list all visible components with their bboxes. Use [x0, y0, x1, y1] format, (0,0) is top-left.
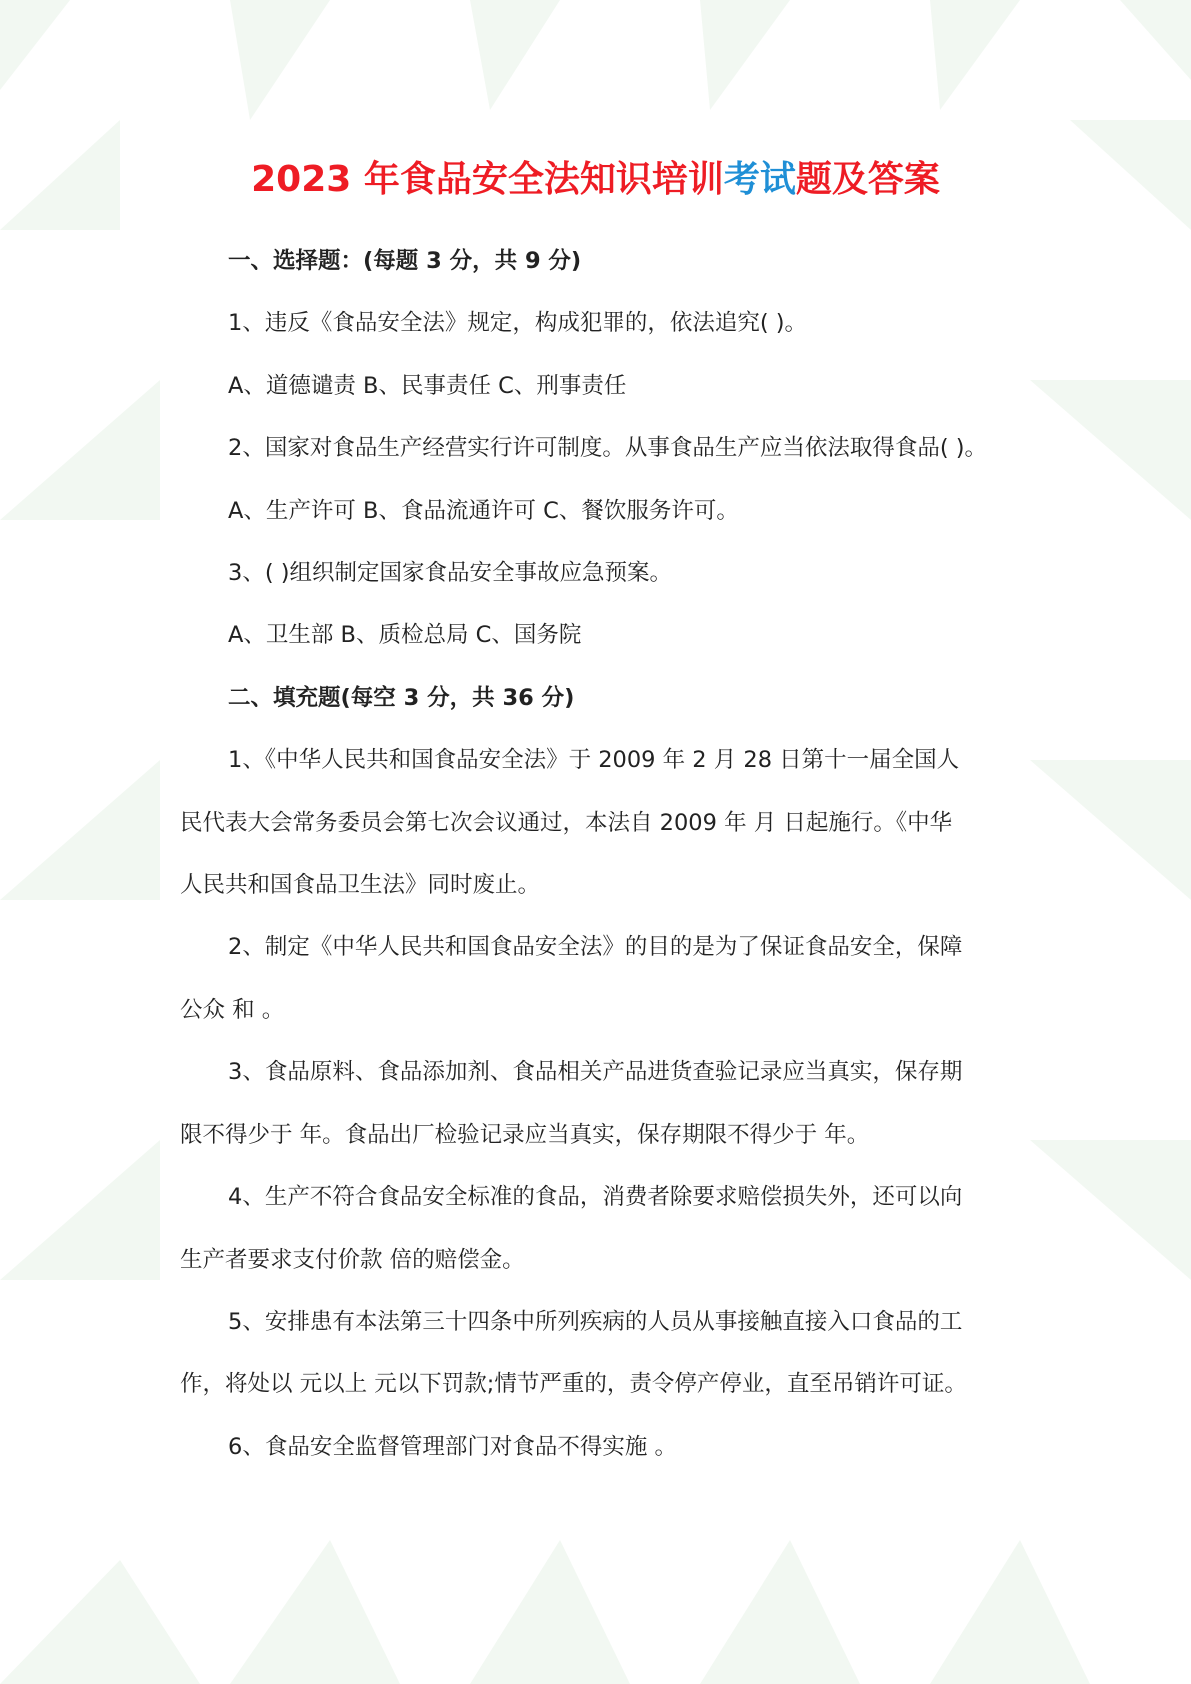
title-accent: 考试	[723, 159, 796, 200]
text-line: 3、食品原料、食品添加剂、食品相关产品进货查验记录应当真实，保存期	[228, 1059, 963, 1086]
text-line: 1、《中华人民共和国食品安全法》于 2009 年 2 月 28 日第十一届全国人	[228, 747, 960, 774]
text-line: 民代表大会常务委员会第七次会议通过，本法自 2009 年 月 日起施行。《中华	[180, 809, 953, 836]
text-line: A、卫生部 B、质检总局 C、国务院	[228, 622, 582, 649]
title-main: 2023 年食品安全法知识培训	[251, 159, 724, 200]
section-heading: 二、填充题(每空 3 分，共 36 分)	[228, 684, 575, 711]
text-line: 3、( )组织制定国家食品安全事故应急预案。	[228, 560, 673, 587]
text-line: 生产者要求支付价款 倍的赔偿金。	[180, 1246, 525, 1273]
text-line: 公众 和 。	[180, 996, 285, 1023]
text-line: 5、安排患有本法第三十四条中所列疾病的人员从事接触直接入口食品的工	[228, 1308, 963, 1335]
text-line: 2、制定《中华人民共和国食品安全法》的目的是为了保证食品安全，保障	[228, 934, 963, 961]
section-heading: 一、选择题：(每题 3 分，共 9 分)	[228, 248, 582, 274]
text-line: 限不得少于 年。食品出厂检验记录应当真实，保存期限不得少于 年。	[180, 1121, 870, 1148]
text-line: 作，将处以 元以上 元以下罚款;情节严重的，责令停产停业，直至吊销许可证。	[180, 1371, 967, 1398]
text-line: A、生产许可 B、食品流通许可 C、餐饮服务许可。	[228, 497, 739, 524]
text-line: 6、食品安全监督管理部门对食品不得实施 。	[228, 1433, 677, 1460]
title-end: 题及答案	[795, 159, 940, 200]
text-line: 4、生产不符合食品安全标准的食品，消费者除要求赔偿损失外，还可以向	[228, 1184, 963, 1211]
document-title	[0, 160, 1191, 200]
document-body	[180, 230, 1012, 1478]
text-line: 1、违反《食品安全法》规定，构成犯罪的，依法追究( )。	[228, 310, 808, 337]
text-line: 2、国家对食品生产经营实行许可制度。从事食品生产应当依法取得食品( )。	[228, 435, 988, 462]
text-line: A、道德谴责 B、民事责任 C、刑事责任	[228, 372, 627, 399]
text-line: 人民共和国食品卫生法》同时废止。	[180, 872, 541, 899]
